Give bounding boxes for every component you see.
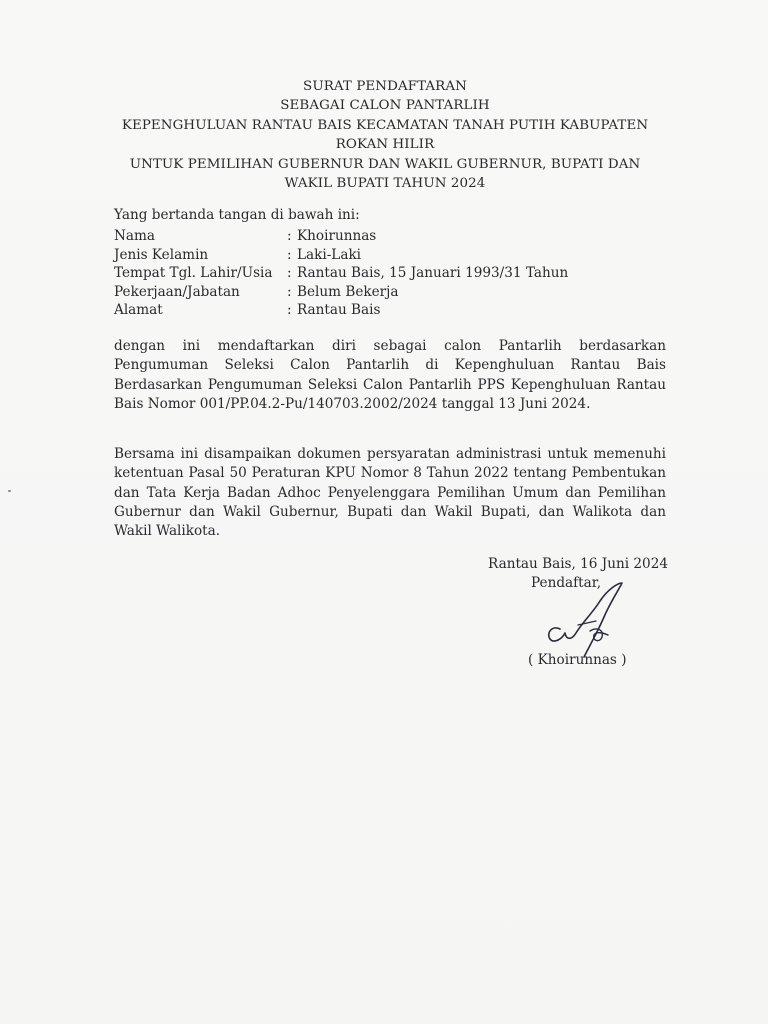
signature-stroke-cross [578, 621, 596, 625]
field-separator: : [287, 283, 292, 300]
header-title: SURAT PENDAFTARAN [303, 79, 467, 94]
signature-place-date: Rantau Bais, 16 Juni 2024 [488, 556, 668, 572]
field-label: Nama [114, 228, 155, 244]
signature-block [440, 555, 668, 668]
field-value: Belum Bekerja [297, 283, 399, 300]
header-line-5: UNTUK PEMILIHAN GUBERNUR DAN WAKIL GUBERNUR, BUPATI DAN [129, 156, 641, 172]
document-header [100, 77, 670, 193]
identity-fields [114, 227, 568, 320]
field-row-tempat-tgl-lahir [114, 264, 568, 283]
field-row-jenis-kelamin [114, 246, 568, 265]
signature-stroke-main [549, 583, 622, 657]
field-value: Rantau Bais, 15 Januari 1993/31 Tahun [297, 265, 569, 282]
field-label: Alamat [114, 302, 163, 319]
field-row-nama [114, 227, 568, 246]
field-separator: : [287, 302, 292, 319]
signature-role: Pendaftar, [531, 575, 602, 591]
field-value: Rantau Bais [297, 302, 381, 319]
field-row-pekerjaan [114, 283, 568, 302]
registration-paragraph: dengan ini mendaftarkan diri sebagai calon Pantarlih berdasarkan Pengumuman Seleksi Calon Pantarlih di Kepenghuluan Rantau Bais Berdasarkan Pengumuman Seleksi Calon Pantarlih PPS Kepenghuluan Rantau Bais Nomor 001/PP.04.2-Pu/140703.2002/2024 tanggal 13 Juni 2024. [114, 338, 666, 412]
header-line-4: ROKAN HILIR [335, 137, 435, 153]
field-separator: : [287, 265, 292, 282]
field-label: Pekerjaan/Jabatan [114, 283, 240, 300]
field-label: Jenis Kelamin [114, 246, 209, 263]
requirements-paragraph: Bersama ini disampaikan dokumen persyaratan administrasi untuk memenuhi ketentuan Pasal 50 Peraturan KPU Nomor 8 Tahun 2022 tentang Pembentukan dan Tata Kerja Badan Adhoc Penyelenggara Pemilihan Umum dan Pemilihan Gubernur dan Wakil Gubernur, Bupati dan Wakil Bupati, dan Walikota dan Wakil Walikota. [114, 446, 666, 540]
field-row-alamat [114, 301, 568, 320]
header-line-6: WAKIL BUPATI TAHUN 2024 [284, 176, 486, 192]
intro-text: Yang bertanda tangan di bawah ini: [114, 207, 360, 223]
header-line-3: KEPENGHULUAN RANTAU BAIS KECAMATAN TANAH PUTIH KABUPATEN [121, 117, 649, 133]
field-separator: : [287, 246, 292, 263]
field-label: Tempat Tgl. Lahir/Usia [114, 265, 273, 282]
header-subtitle: SEBAGAI CALON PANTARLIH [280, 98, 490, 114]
field-separator: : [287, 228, 292, 244]
field-value: Laki-Laki [297, 246, 362, 263]
signatory-name: ( Khoirunnas ) [528, 652, 627, 668]
field-value: Khoirunnas [297, 228, 377, 244]
scan-speck [8, 490, 11, 492]
